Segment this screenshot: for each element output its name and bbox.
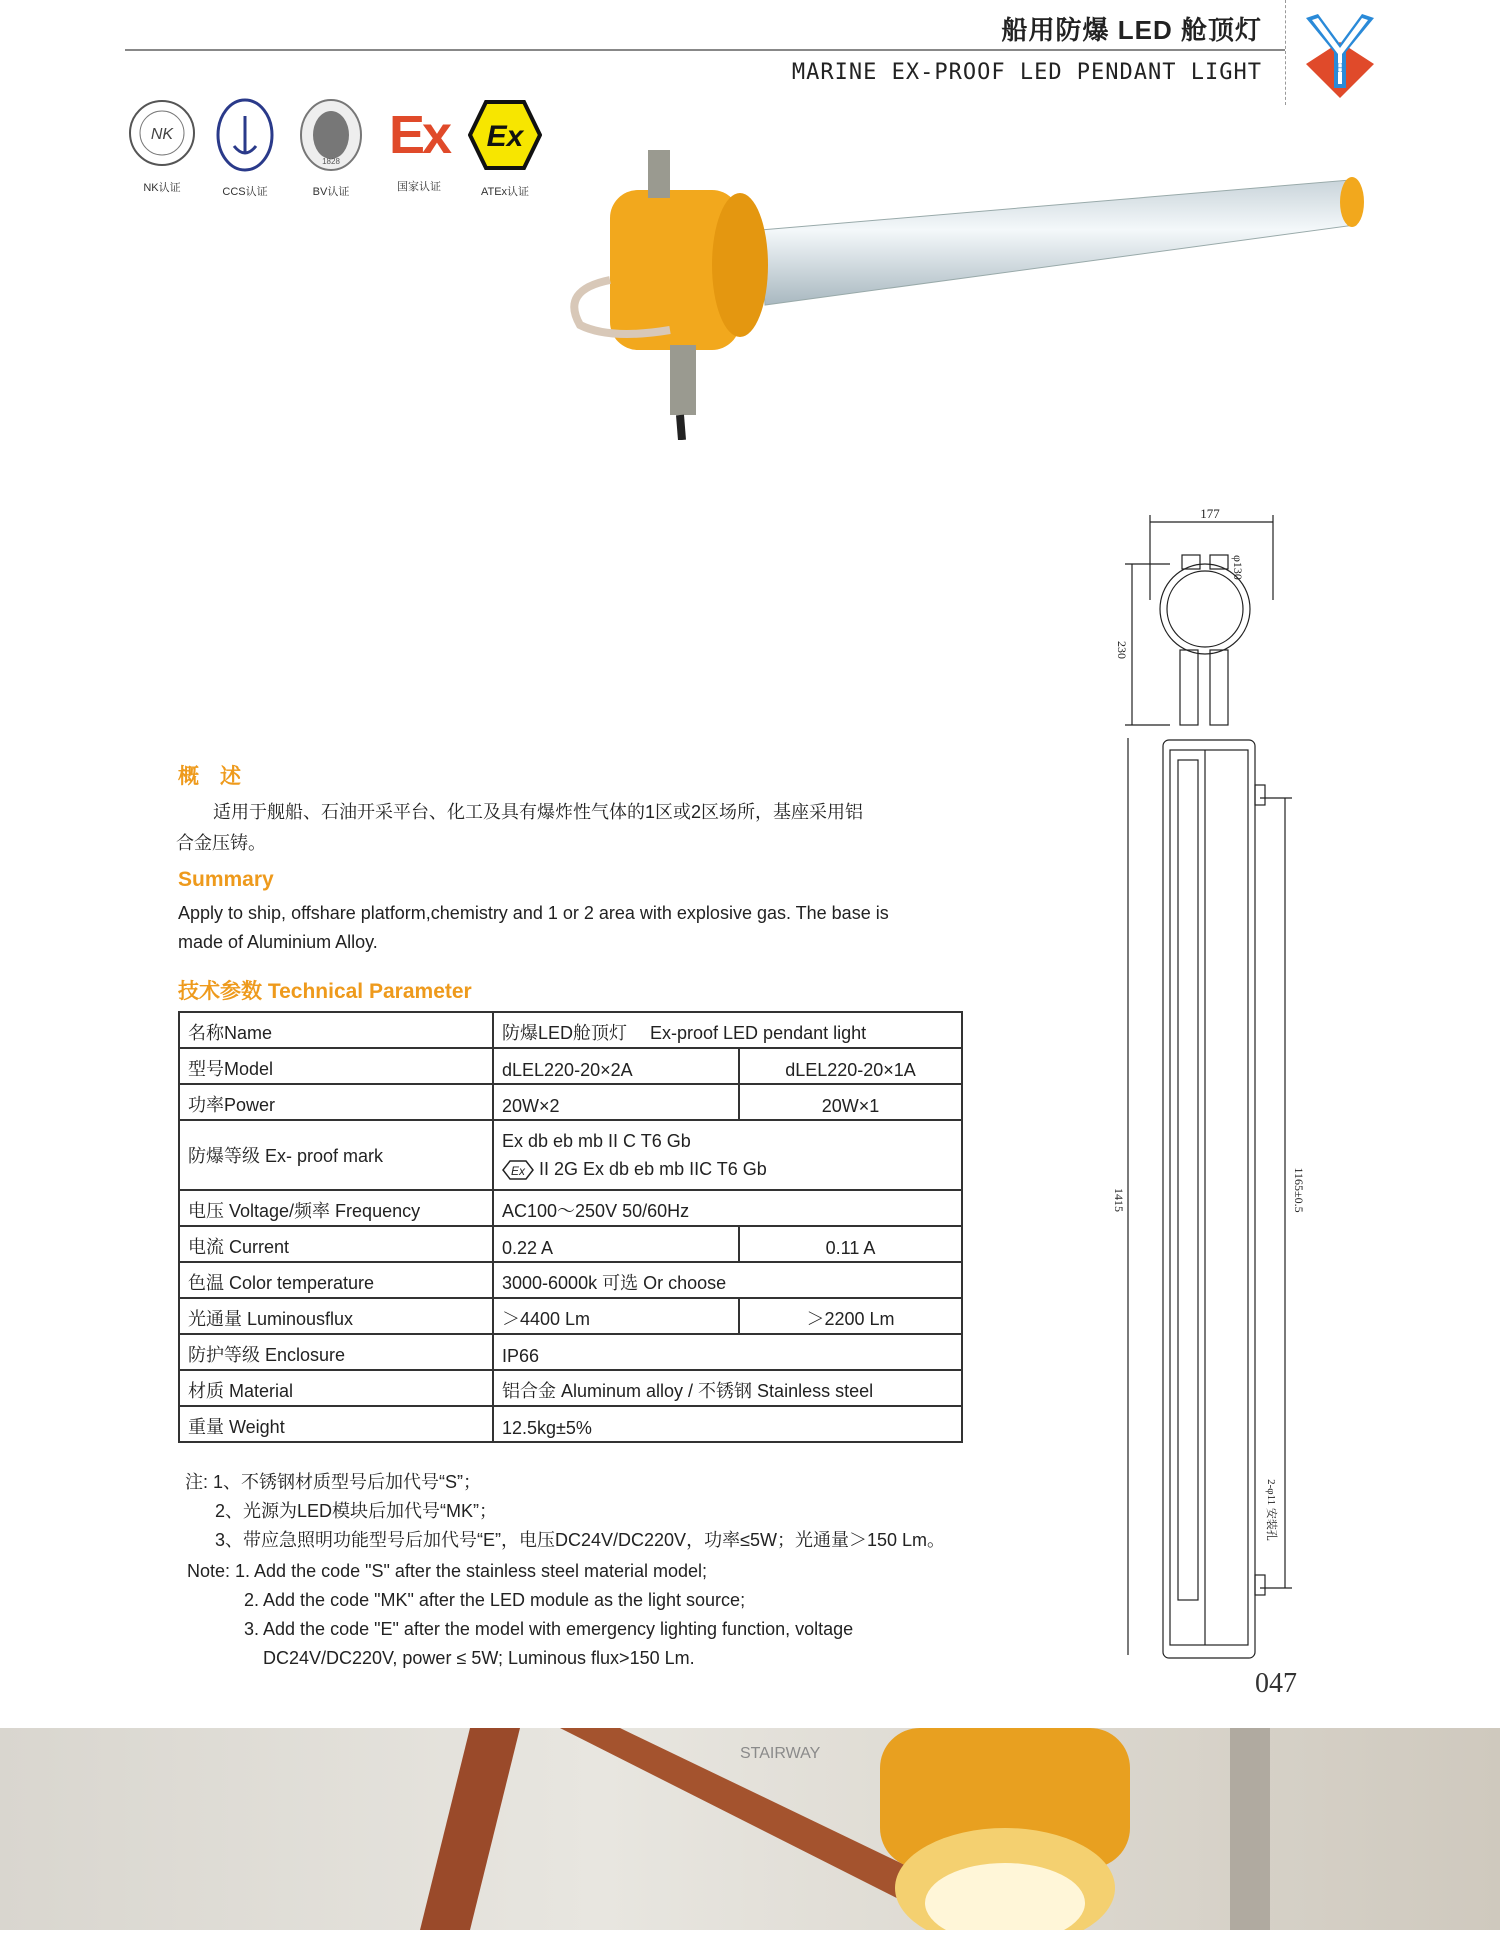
table-row: 重量 Weight 12.5kg±5% (179, 1406, 962, 1442)
header-title-cn: 船用防爆 LED 舱顶灯 (1001, 15, 1262, 45)
product-photo (560, 140, 1370, 440)
ccs-logo-icon (210, 98, 280, 172)
brand-logo (1302, 12, 1378, 100)
atex-logo-icon (468, 98, 542, 172)
notes-en: Note: 1. Add the code "S" after the stainless steel material model; 2. Add the code "MK" after the LED module as the light source; 3. Add the code "E" after the model with emergency lighting function, voltage DC24V/DC220V, power ≤ 5W; Luminous flux>150 Lm. (187, 1561, 854, 1668)
table-row: 功率Power 20W×2 20W×1 (179, 1084, 962, 1120)
cert-ccs: CCS认证 (208, 98, 282, 199)
table-row: 名称Name 防爆LED舱顶灯 Ex-proof LED pendant light (179, 1012, 962, 1048)
overview-text-cn-2: 合金压铸。 (176, 833, 266, 853)
spec-table (178, 1011, 963, 1443)
dim-diameter-label: φ130 (1231, 555, 1245, 580)
table-row: 电流 Current 0.22 A 0.11 A (179, 1226, 962, 1262)
summary-heading: Summary (178, 868, 274, 891)
notes-cn: 注: 1、不锈钢材质型号后加代号“S”； 2、光源为LED模块后加代号“MK”； 3、带应急照明功能型号后加代号“E”，电压DC24V/DC220V，功率≤5W；光通量＞150 Lm。 (185, 1472, 945, 1550)
table-row: 防爆等级 Ex- proof mark Ex db eb mb II C T6 Gb Ex II 2G Ex db eb mb IIC T6 Gb (179, 1120, 962, 1190)
nk-logo-icon (127, 98, 197, 168)
overview-heading: 概 述 (178, 765, 241, 788)
overview-text-cn-1: 适用于舰船、石油开采平台、化工及具有爆炸性气体的1区或2区场所，基座采用铝 (213, 802, 864, 822)
header-vertical-divider (1285, 0, 1286, 105)
cert-atex: Ex ATEx认证 (468, 98, 542, 199)
summary-text-1: Apply to ship, offshare platform,chemistry and 1 or 2 area with explosive gas. The base is (178, 903, 889, 923)
header-divider (125, 49, 1285, 51)
dim-mount-label: 1165±0.5 (1292, 1167, 1306, 1213)
stairway-sign: STAIRWAY (740, 1745, 821, 1762)
installation-photo (0, 1728, 1500, 1930)
dim-head-label: 230 (1115, 641, 1129, 659)
table-row: 色温 Color temperature 3000-6000k 可选 Or choose (179, 1262, 962, 1298)
table-row: 光通量 Luminousflux ＞4400 Lm ＞2200 Lm (179, 1298, 962, 1334)
header-title-en: MARINE EX-PROOF LED PENDANT LIGHT (791, 60, 1262, 85)
bv-logo-icon (296, 98, 366, 172)
cert-bv: 1828 BV认证 (294, 98, 368, 199)
svg-text:Ex: Ex (486, 120, 524, 153)
dim-hole-label: 2-φ11 安装孔 (1265, 1479, 1277, 1541)
dim-total-label: 1415 (1112, 1188, 1126, 1212)
svg-text:H: H (1334, 60, 1346, 75)
svg-text:Ex: Ex (510, 1164, 526, 1179)
tech-param-heading: 技术参数 Technical Parameter (178, 980, 472, 1003)
cert-national: Ex 国家认证 (388, 105, 450, 193)
table-row: 材质 Material 铝合金 Aluminum alloy / 不锈钢 Stainless steel (179, 1370, 962, 1406)
cert-nk: NK NK认证 (125, 98, 199, 195)
table-row: 型号Model dLEL220-20×2A dLEL220-20×1A (179, 1048, 962, 1084)
svg-text:1828: 1828 (322, 157, 340, 166)
svg-text:NK: NK (150, 126, 174, 143)
summary-text-2: made of Aluminium Alloy. (178, 932, 378, 952)
dim-width-label: 177 (1200, 506, 1220, 521)
table-row: 电压 Voltage/频率 Frequency AC100～250V 50/60Hz (179, 1190, 962, 1226)
page-number: 047 (1255, 1668, 1297, 1699)
atex-mark-icon (502, 1159, 534, 1181)
dimension-drawing (1110, 500, 1310, 1670)
table-row: 防护等级 Enclosure IP66 (179, 1334, 962, 1370)
